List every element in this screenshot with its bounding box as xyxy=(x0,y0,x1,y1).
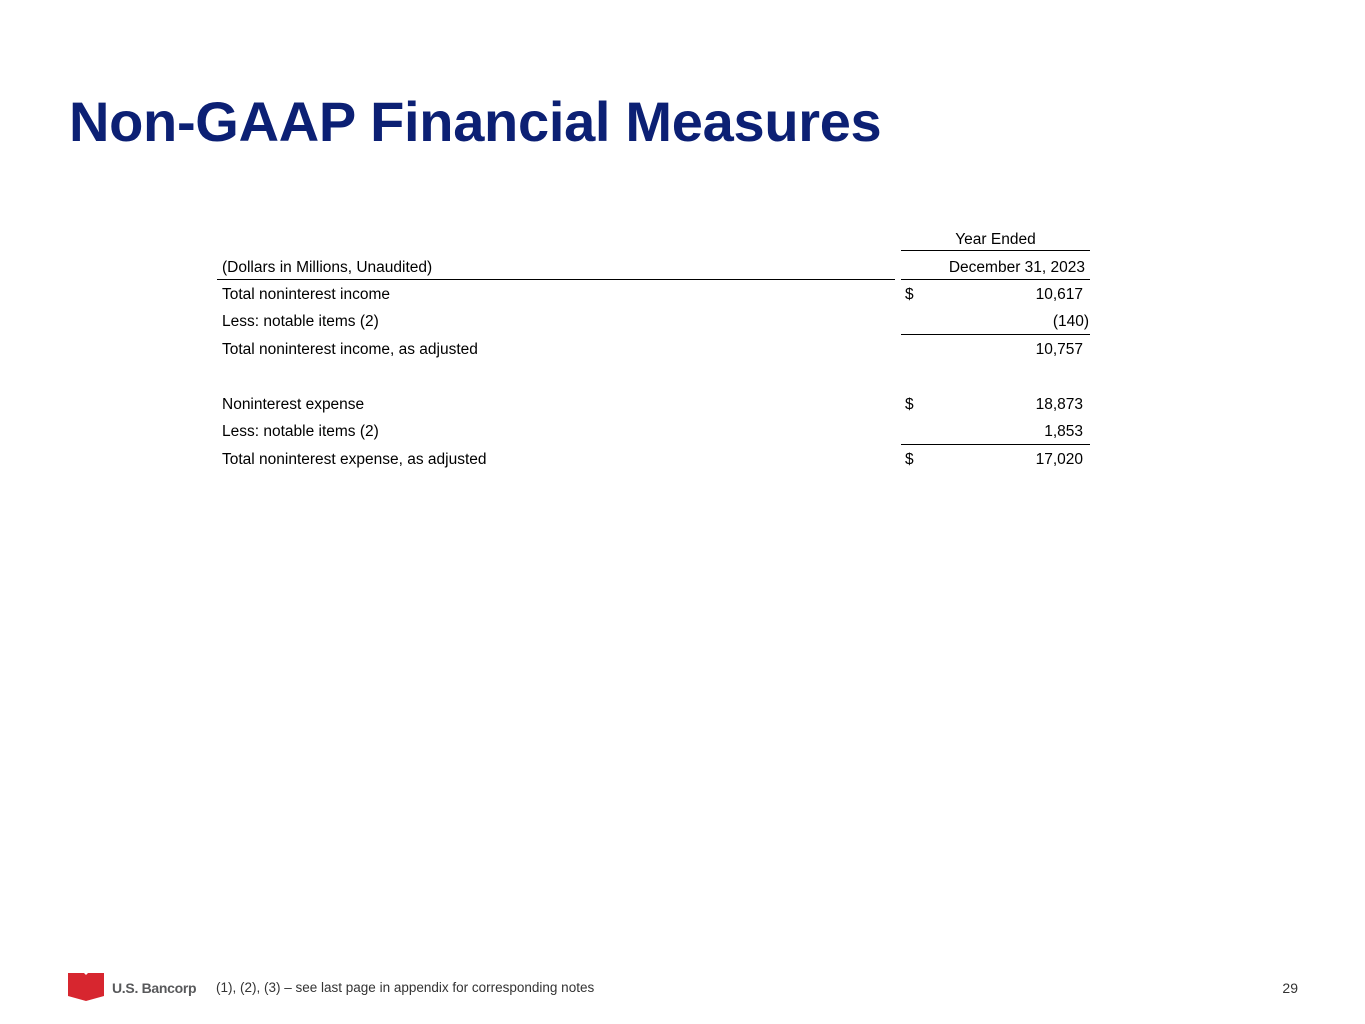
row-label: Noninterest expense xyxy=(222,395,365,413)
company-logo xyxy=(68,972,196,1002)
row-value: 18,873 xyxy=(1035,395,1083,413)
row-label: Less: notable items (2) xyxy=(222,313,379,330)
units-label: (Dollars in Millions, Unaudited) xyxy=(222,259,433,276)
column-header-date: December 31, 2023 xyxy=(948,259,1085,276)
row-label: Less: notable items (2) xyxy=(222,423,379,440)
logo-text: U.S. Bancorp xyxy=(112,980,197,996)
table-spacer-row xyxy=(217,363,1090,391)
row-label: Total noninterest expense, as adjusted xyxy=(222,450,487,468)
row-value: 1,853 xyxy=(1044,423,1083,440)
currency-symbol: $ xyxy=(905,285,914,303)
column-header-date-cell xyxy=(901,252,1090,280)
units-label-cell xyxy=(217,252,895,280)
page-title: Non-GAAP Financial Measures xyxy=(69,90,882,153)
row-label: Total noninterest income, as adjusted xyxy=(222,340,478,358)
currency-symbol: $ xyxy=(905,450,914,468)
table-row xyxy=(217,308,1090,336)
row-label: Total noninterest income xyxy=(222,285,391,303)
table-row xyxy=(217,390,1090,418)
currency-symbol: $ xyxy=(905,395,914,413)
table-row xyxy=(217,335,1090,363)
page-number: 29 xyxy=(1282,980,1298,996)
shield-icon xyxy=(68,972,104,1002)
financial-table xyxy=(217,225,1090,473)
footnote: (1), (2), (3) – see last page in appendix for corresponding notes xyxy=(216,980,595,995)
table-header-row-2 xyxy=(217,253,1090,281)
row-value: (140) xyxy=(1052,313,1089,330)
row-value: 10,617 xyxy=(1035,285,1083,303)
table-header-row-1 xyxy=(217,225,1090,253)
column-header-year-ended: Year Ended xyxy=(901,231,1090,251)
table-row xyxy=(217,418,1090,446)
table-row xyxy=(217,445,1090,473)
row-value: 17,020 xyxy=(1035,450,1083,468)
table-row xyxy=(217,280,1090,308)
row-value: 10,757 xyxy=(1035,340,1083,358)
